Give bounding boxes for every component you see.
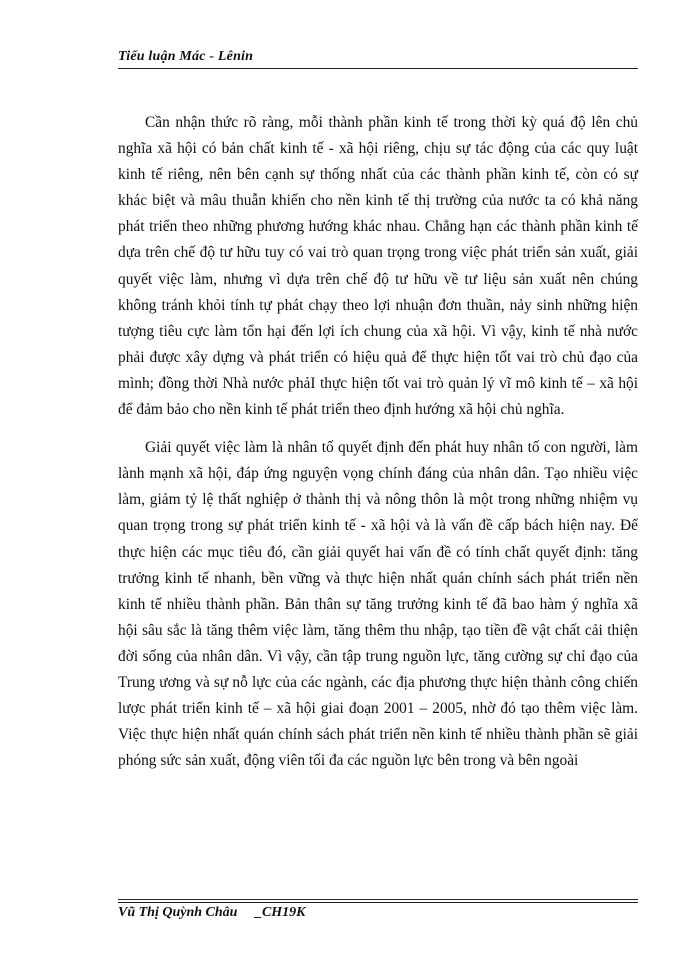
footer-divider — [118, 899, 638, 903]
page-footer: Vũ Thị Quỳnh Châu _CH19K — [118, 905, 306, 920]
page-header — [118, 48, 638, 68]
paragraph-1: Cần nhận thức rõ ràng, mỗi thành phần kinh tế trong thời kỳ quá độ lên chủ nghĩa xã hội có bản chất kinh tế - xã hội riêng, chịu sự tác động của các quy luật kinh tế riêng, nên bên cạnh sự thống nhất của các thành phần kinh tế, còn có sự khác biệt và mâu thuẫn khiến cho nền kinh tế thị trường của nước ta có khả năng phát triển theo những phương hướng khác nhau. Chẳng hạn các thành phần kinh tế dựa trên chế độ tư hữu tuy có vai trò quan trọng trong việc phát triển sản xuất, giải quyết việc làm, nhưng vì dựa trên chế độ tư hữu về tư liệu sản xuất nên chúng không tránh khỏi tính tự phát chạy theo lợi nhuận đơn thuần, nảy sinh những hiện tượng tiêu cực làm tổn hại đến lợi ích chung của xã hội. Vì vậy, kinh tế nhà nước phải được xây dựng và phát triển có hiệu quả để thực hiện tốt vai trò chủ đạo của mình; đồng thời Nhà nước phảI thực hiện tốt vai trò quản lý vĩ mô kinh tế – xã hội để đảm bảo cho nền kinh tế phát triển theo định hướng xã hội chủ nghĩa. — [118, 114, 638, 419]
document-title: Tiểu luận Mác - Lênin — [118, 49, 254, 64]
paragraph-2: Giải quyết việc làm là nhân tố quyết định đến phát huy nhân tố con người, làm lành mạnh xã hội, đáp ứng nguyện vọng chính đáng của nhân dân. Tạo nhiều việc làm, giảm tỷ lệ thất nghiệp ở thành thị và nông thôn là một trong những nhiệm vụ quan trọng trong sự phát triển kinh tế - xã hội và là vấn đề cấp bách hiện nay. Để thực hiện các mục tiêu đó, cần giải quyết hai vấn đề có tính chất quyết định: tăng trưởng kinh tế nhanh, bền vững và thực hiện nhất quán chính sách phát triển nền kinh tế nhiều thành phần. Bản thân sự tăng trưởng kinh tế đã bao hàm ý nghĩa xã hội sâu sắc là tăng thêm việc làm, tăng thêm thu nhập, tạo tiền đề vật chất cải thiện đời sống của nhân dân. Vì vậy, cần tập trung nguồn lực, tăng cường sự chỉ đạo của Trung ương và sự nỗ lực của các ngành, các địa phương thực hiện thành công chiến lược phát triển kinh tế – xã hội giai đoạn 2001 – 2005, nhờ đó tạo thêm việc làm. Việc thực hiện nhất quán chính sách phát triển nền kinh tế nhiều thành phần sẽ giải phóng sức sản xuất, động viên tối đa các nguồn lực bên trong và bên ngoài — [118, 439, 638, 770]
document-body — [118, 110, 638, 774]
header-divider — [118, 68, 638, 69]
